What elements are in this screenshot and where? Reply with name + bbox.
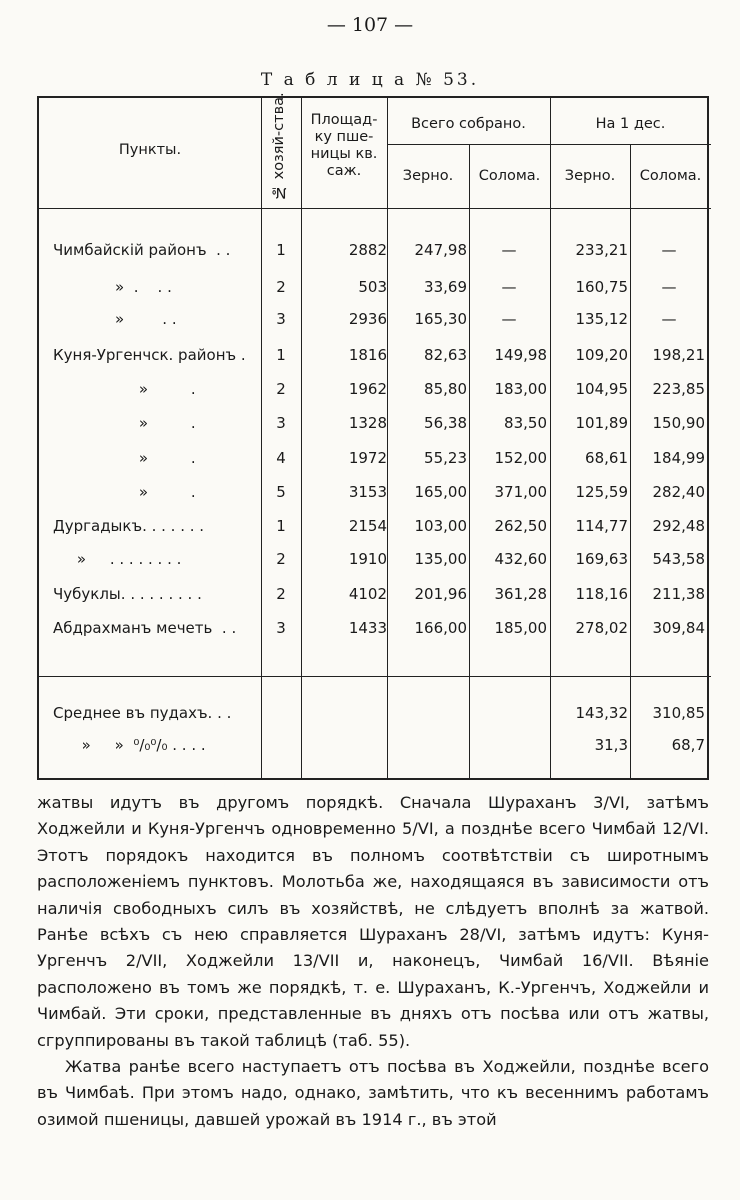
- cell-point: Чимбайскій районъ . .: [53, 241, 231, 259]
- table-row: [39, 511, 711, 541]
- cell-per-straw: 543,58: [652, 550, 705, 568]
- cell-area: 1910: [348, 550, 387, 568]
- header-area-line: Площад-: [310, 112, 378, 128]
- cell-area: 2882: [348, 241, 387, 259]
- cell-no: 1: [276, 346, 286, 364]
- cell-area: 4102: [348, 585, 387, 603]
- header-per-straw: Солома.: [639, 168, 702, 184]
- cell-total-straw: 371,00: [494, 483, 547, 501]
- cell-no: 2: [276, 278, 286, 296]
- cell-point: » .: [53, 414, 196, 432]
- cell-total-grain: 166,00: [414, 619, 467, 637]
- cell-no: 4: [276, 449, 286, 467]
- header-total-straw: Солома.: [478, 168, 541, 184]
- cell-area: 1972: [348, 449, 387, 467]
- summary-label: Среднее въ пудахъ. . .: [53, 704, 232, 722]
- cell-per-grain: 125,59: [575, 483, 628, 501]
- cell-area: 1816: [348, 346, 387, 364]
- summary-row: [39, 730, 711, 760]
- cell-per-grain: 101,89: [575, 414, 628, 432]
- summary-row: [39, 698, 711, 728]
- cell-per-straw: —: [661, 278, 677, 296]
- summary-per-straw: 310,85: [652, 704, 705, 722]
- table-row: [39, 443, 711, 473]
- cell-total-straw: —: [501, 310, 517, 328]
- cell-per-grain: 109,20: [575, 346, 628, 364]
- cell-area: 503: [358, 278, 387, 296]
- cell-per-straw: 223,85: [652, 380, 705, 398]
- cell-area: 2154: [348, 517, 387, 535]
- cell-total-grain: 165,30: [414, 310, 467, 328]
- header-farm-no: № хозяй-ства.: [271, 92, 287, 200]
- cell-total-straw: 262,50: [494, 517, 547, 535]
- cell-total-straw: 185,00: [494, 619, 547, 637]
- cell-per-straw: —: [661, 241, 677, 259]
- cell-total-straw: 432,60: [494, 550, 547, 568]
- header-points: Пункты.: [118, 142, 182, 158]
- header-area-line: ку пше-: [314, 129, 374, 145]
- table-row: [39, 340, 711, 370]
- header-area-line: ницы кв.: [310, 146, 378, 162]
- cell-point: Куня-Ургенчск. районъ .: [53, 346, 246, 364]
- header-rule: [39, 208, 711, 209]
- cell-total-grain: 56,38: [424, 414, 467, 432]
- table-row: [39, 374, 711, 404]
- cell-point: » . . . . . . . .: [53, 550, 182, 568]
- cell-total-grain: 135,00: [414, 550, 467, 568]
- cell-area: 1328: [348, 414, 387, 432]
- cell-area: 3153: [348, 483, 387, 501]
- cell-point: » . . .: [53, 278, 172, 296]
- table-row: [39, 544, 711, 574]
- cell-no: 2: [276, 550, 286, 568]
- cell-per-straw: 150,90: [652, 414, 705, 432]
- cell-total-grain: 55,23: [424, 449, 467, 467]
- cell-total-straw: —: [501, 278, 517, 296]
- table-row: [39, 304, 711, 334]
- body-text: [37, 790, 709, 1133]
- table-row: [39, 579, 711, 609]
- table-row: [39, 235, 711, 265]
- cell-per-grain: 169,63: [575, 550, 628, 568]
- summary-per-grain: 31,3: [594, 736, 628, 754]
- cell-point: Чубуклы. . . . . . . . .: [53, 585, 202, 603]
- cell-no: 3: [276, 619, 286, 637]
- cell-no: 3: [276, 310, 286, 328]
- cell-no: 1: [276, 517, 286, 535]
- cell-no: 2: [276, 585, 286, 603]
- header-area-line: саж.: [326, 163, 362, 179]
- paragraph: жатвы идутъ въ другомъ порядкѣ. Сначала Шураханъ 3/VI, затѣмъ Ходжейли и Куня-Ургенчъ одновременно 5/VI, а позднѣе всего Чимбай 12/VI. Этотъ порядокъ находится въ полномъ соотвѣтствіи съ широтнымъ расположеніемъ пунктовъ. Молотьба же, находящаяся въ зависимости отъ наличія свободныхъ силъ въ хозяйствѣ, не слѣдуетъ вполнѣ за жатвой. Ранѣе всѣхъ съ нею справляется Шураханъ 28/VI, затѣмъ идутъ: Куня-Ургенчъ 2/VII, Ходжейли 13/VII и, наконецъ, Чимбай 16/VII. Вѣяніе расположено въ томъ же порядкѣ, т. е. Шураханъ, К.-Ургенчъ, Ходжейли и Чимбай. Эти сроки, представленные въ дняхъ отъ посѣва или отъ жатвы, сгруппированы въ такой таблицѣ (таб. 55).: [37, 793, 709, 1050]
- cell-area: 2936: [348, 310, 387, 328]
- cell-per-grain: 233,21: [575, 241, 628, 259]
- cell-per-grain: 104,95: [575, 380, 628, 398]
- cell-area: 1962: [348, 380, 387, 398]
- header-per-des: На 1 дес.: [595, 116, 666, 132]
- cell-total-straw: 183,00: [494, 380, 547, 398]
- cell-no: 1: [276, 241, 286, 259]
- cell-total-grain: 85,80: [424, 380, 467, 398]
- table-row: [39, 477, 711, 507]
- cell-no: 3: [276, 414, 286, 432]
- cell-point: » .: [53, 483, 196, 501]
- cell-per-straw: 184,99: [652, 449, 705, 467]
- cell-no: 5: [276, 483, 286, 501]
- cell-per-straw: 292,48: [652, 517, 705, 535]
- data-table: [37, 92, 709, 780]
- cell-total-straw: 361,28: [494, 585, 547, 603]
- cell-per-grain: 135,12: [575, 310, 628, 328]
- cell-total-straw: 149,98: [494, 346, 547, 364]
- cell-per-grain: 114,77: [575, 517, 628, 535]
- cell-point: » .: [53, 449, 196, 467]
- summary-per-grain: 143,32: [575, 704, 628, 722]
- cell-total-straw: 83,50: [504, 414, 547, 432]
- cell-area: 1433: [348, 619, 387, 637]
- cell-total-grain: 33,69: [424, 278, 467, 296]
- cell-per-grain: 68,61: [585, 449, 628, 467]
- summary-label: » » ⁰/₀⁰/₀ . . . .: [53, 736, 206, 754]
- cell-point: Дургадыкъ. . . . . . .: [53, 517, 205, 535]
- cell-total-grain: 165,00: [414, 483, 467, 501]
- cell-total-straw: 152,00: [494, 449, 547, 467]
- header-per-grain: Зерно.: [564, 168, 616, 184]
- cell-per-straw: —: [661, 310, 677, 328]
- cell-total-grain: 247,98: [414, 241, 467, 259]
- cell-per-grain: 118,16: [575, 585, 628, 603]
- cell-per-grain: 278,02: [575, 619, 628, 637]
- summary-per-straw: 68,7: [671, 736, 705, 754]
- summary-rule: [39, 676, 711, 677]
- header-total-grain: Зерно.: [402, 168, 454, 184]
- header-area: [301, 112, 387, 180]
- cell-per-straw: 211,38: [652, 585, 705, 603]
- cell-total-straw: —: [501, 241, 517, 259]
- cell-total-grain: 82,63: [424, 346, 467, 364]
- header-subdivider: [387, 144, 711, 145]
- cell-point: » . .: [53, 310, 177, 328]
- table-title: Т а б л и ц а № 53.: [260, 70, 480, 90]
- cell-per-straw: 309,84: [652, 619, 705, 637]
- cell-total-grain: 103,00: [414, 517, 467, 535]
- cell-point: Абдрахманъ мечеть . .: [53, 619, 237, 637]
- page-number: — 107 —: [326, 14, 414, 36]
- table-row: [39, 613, 711, 643]
- cell-total-grain: 201,96: [414, 585, 467, 603]
- paragraph: Жатва ранѣе всего наступаетъ отъ посѣва въ Ходжейли, позднѣе всего въ Чимбаѣ. При этомъ надо, однако, замѣтить, что къ весеннимъ работамъ озимой пшеницы, давшей урожай въ 1914 г., въ этой: [37, 1057, 709, 1129]
- cell-point: » .: [53, 380, 196, 398]
- cell-per-straw: 282,40: [652, 483, 705, 501]
- cell-per-straw: 198,21: [652, 346, 705, 364]
- table-row: [39, 272, 711, 302]
- cell-per-grain: 160,75: [575, 278, 628, 296]
- cell-no: 2: [276, 380, 286, 398]
- header-total: Всего собрано.: [411, 116, 526, 132]
- table-row: [39, 408, 711, 438]
